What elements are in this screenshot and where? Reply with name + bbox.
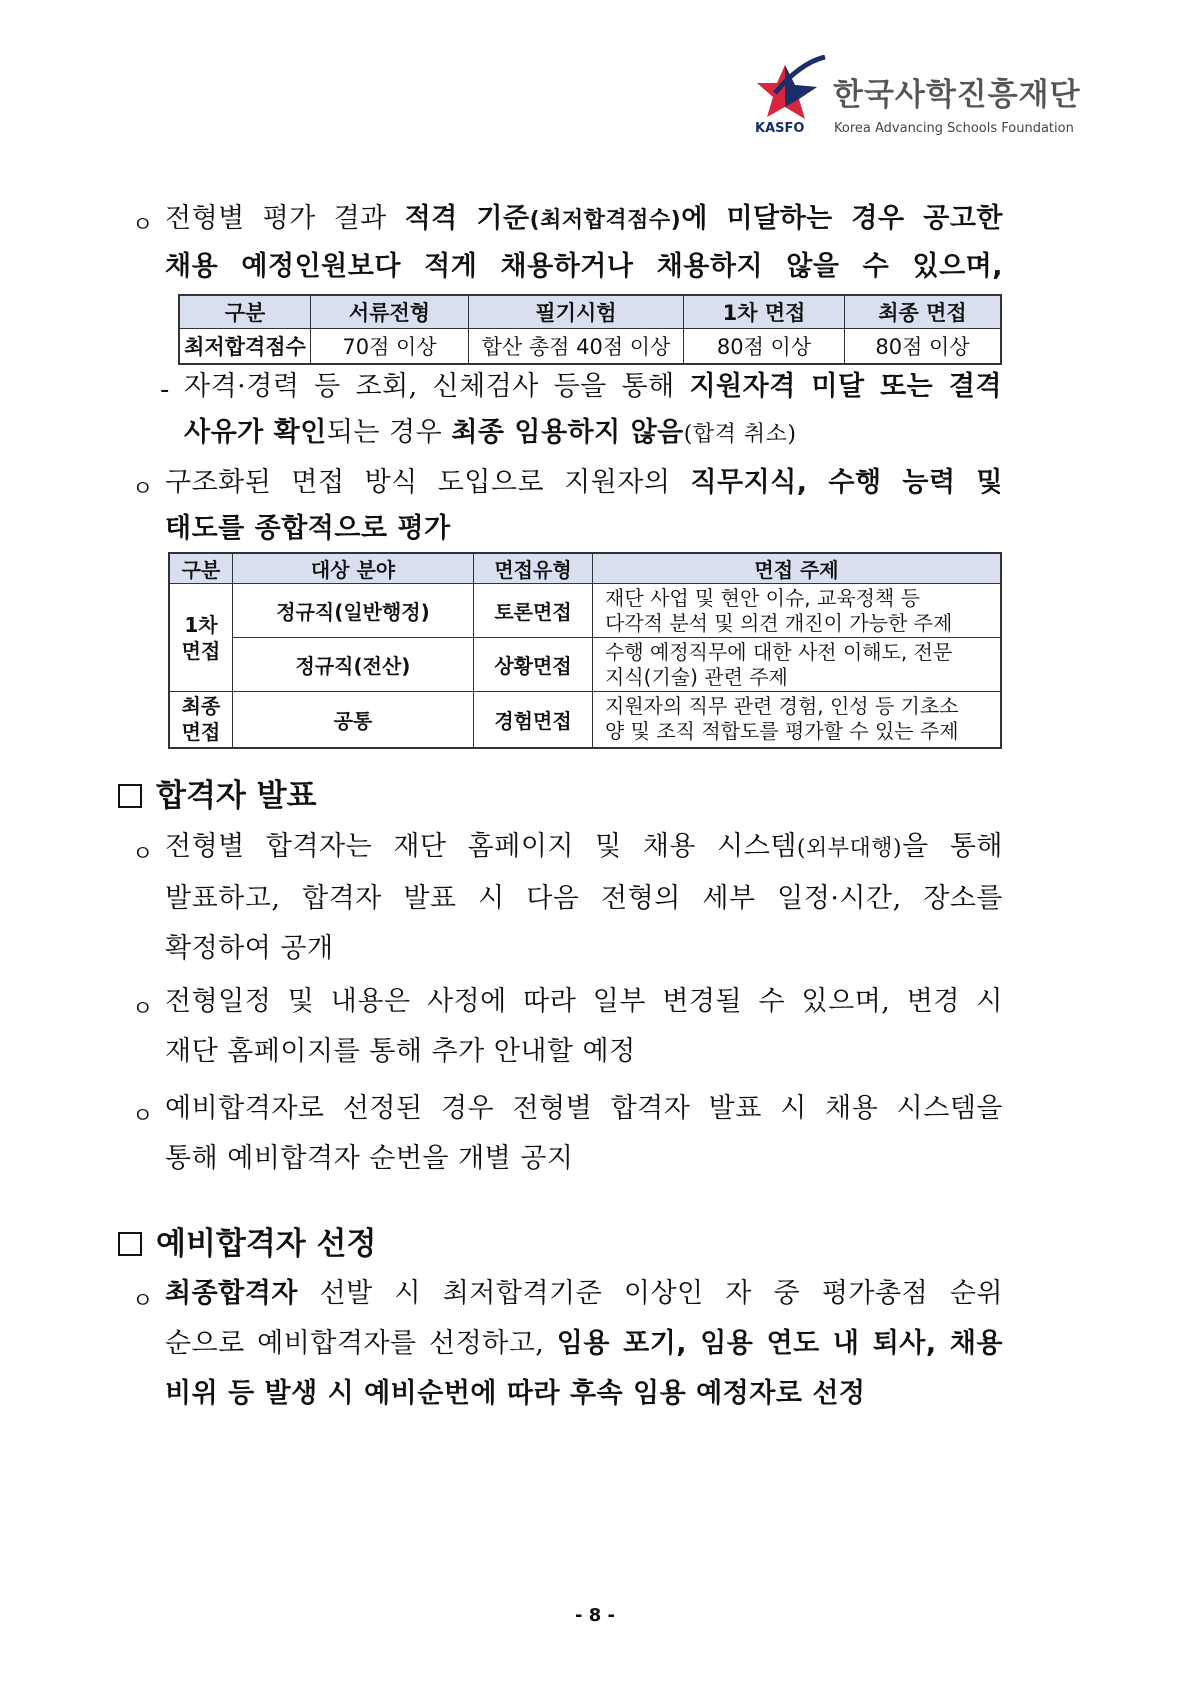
dash-bullet: - [160,375,170,405]
table-cell: 수행 예정직무에 대한 사전 이해도, 전문 지식(기술) 관련 주제 [593,638,1002,692]
paragraph-line: 최종합격자 선발 시 최저합격기준 이상인 자 중 평가총점 순위 [165,1278,1003,1309]
table-group-cell [169,584,233,692]
table-header-cell: 대상 분야 [233,553,474,584]
table-row [169,692,1001,748]
kasfo-logo [755,55,1085,145]
table-header-cell: 필기시험 [469,295,684,329]
table-cell: 70점 이상 [311,329,469,365]
paragraph-line: 확정하여 공개 [165,933,334,964]
table-header-row [179,295,1001,329]
table-group-label: 최종 면접 [181,694,221,745]
paragraph-line: 통해 예비합격자 순번을 개별 공지 [165,1143,574,1174]
paragraph-line: 순으로 예비합격자를 선정하고, 임용 포기, 임용 연도 내 퇴사, 채용 [165,1328,1003,1359]
table-header-cell: 서류전형 [311,295,469,329]
table-cell: 공통 [233,692,474,748]
paragraph-line: 전형별 합격자는 재단 홈페이지 및 채용 시스템(외부대행)을 통해 [165,831,1003,862]
table-row [179,329,1001,365]
table-group-label: 1차 면접 [181,612,221,663]
table-header-cell: 1차 면접 [684,295,845,329]
interview-table [168,552,1002,749]
circle-bullet: ㅇ [132,997,154,1022]
table-row [169,584,1001,638]
table-header-cell: 최종 면접 [845,295,1002,329]
table-header-cell: 구분 [169,553,233,584]
table-cell: 정규직(전산) [233,638,474,692]
paragraph-schedule-change [165,977,1003,1077]
table-cell: 상황면접 [474,638,593,692]
table-cell: 정규직(일반행정) [233,584,474,638]
table-header-cell: 면접유형 [474,553,593,584]
table-header-row [169,553,1001,584]
paragraph-line: 자격·경력 등 조회, 신체검사 등을 통해 지원자격 미달 또는 결격 [184,371,1002,402]
paragraph-line: 재단 홈페이지를 통해 추가 안내할 예정 [165,1036,636,1067]
logo-korean-name: 한국사학진흥재단 [833,77,1081,113]
paragraph-structured-interview [165,460,1003,552]
logo-english-name: Korea Advancing Schools Foundation [834,121,1074,136]
page-number: - 8 - [575,1605,615,1626]
logo-abbreviation: KASFO [755,121,805,136]
square-bullet-icon [118,784,142,808]
table-header-cell: 면접 주제 [593,553,1002,584]
paragraph-line: 사유가 확인되는 경우 최종 임용하지 않음(합격 취소) [184,417,797,448]
table-cell: 80점 이상 [684,329,845,365]
paragraph-line: 전형일정 및 내용은 사정에 따라 일부 변경될 수 있으며, 변경 시 [165,986,1003,1017]
paragraph-reserve-notice [165,1084,1003,1184]
paragraph-eligibility [165,196,1003,290]
paragraph-reserve-selection [165,1269,1003,1419]
paragraph-line: 태도를 종합적으로 평가 [165,513,451,544]
paragraph-line: 구조화된 면접 방식 도입으로 지원자의 직무지식, 수행 능력 및 [165,467,1003,498]
table-row [169,638,1001,692]
table-header-cell: 구분 [179,295,311,329]
paragraph-announcement [165,822,1003,974]
table-cell: 지원자의 직무 관련 경험, 인성 등 기초소 양 및 조직 적합도를 평가할 수 있는 주제 [593,692,1002,748]
min-score-table [178,294,1002,365]
paragraph-line: 채용 예정인원보다 적게 채용하거나 채용하지 않을 수 있으며, [165,251,1003,282]
circle-bullet: ㅇ [132,1104,154,1129]
circle-bullet: ㅇ [132,477,154,502]
table-cell: 80점 이상 [845,329,1002,365]
circle-bullet: ㅇ [132,1289,154,1314]
paragraph-line: 전형별 평가 결과 적격 기준(최저합격점수)에 미달하는 경우 공고한 [165,203,1003,234]
kasfo-star-icon [755,55,827,121]
paragraph-disqualification [184,364,1002,458]
table-cell: 재단 사업 및 현안 이슈, 교육정책 등 다각적 분석 및 의견 개진이 가능한 주제 [593,584,1002,638]
square-bullet-icon [118,1232,142,1256]
circle-bullet: ㅇ [132,213,154,238]
table-cell: 합산 총점 40점 이상 [469,329,684,365]
table-group-cell [169,692,233,748]
paragraph-line: 비위 등 발생 시 예비순번에 따라 후속 임용 예정자로 선정 [165,1378,866,1409]
section-title-reserve: 예비합격자 선정 [118,1218,376,1263]
paragraph-line: 예비합격자로 선정된 경우 전형별 합격자 발표 시 채용 시스템을 [165,1093,1003,1124]
circle-bullet: ㅇ [132,842,154,867]
table-cell: 최저합격점수 [179,329,311,365]
paragraph-line: 발표하고, 합격자 발표 시 다음 전형의 세부 일정·시간, 장소를 [165,883,1003,914]
table-cell: 경험면접 [474,692,593,748]
section-title-announcement: 합격자 발표 [118,770,317,815]
table-cell: 토론면접 [474,584,593,638]
